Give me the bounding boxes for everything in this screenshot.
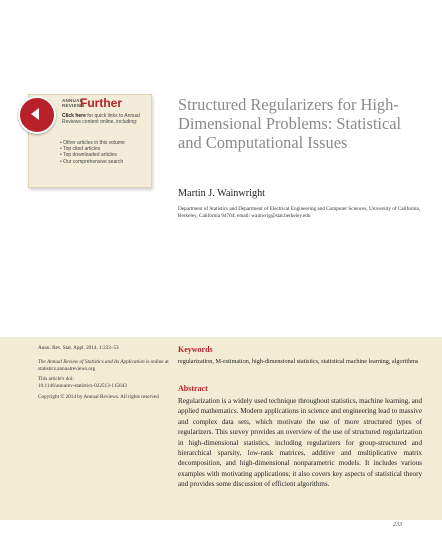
doi-block [38,376,170,390]
article-title: Structured Regularizers for High-Dimensional Problems: Statistical and Computational Issues [178,95,402,152]
author-affiliation: Department of Statistics and Department of Electrical Engineering and Computer Sciences, University of California, Berkeley, California 94704; email: wainwrig@stat.berkeley.edu [178,206,421,219]
abstract-text: Regularization is a widely used technique throughout statistics, machine learning, and applied mathematics. Modern applications in science and engineering lead to massive and complex data sets, which motivate the use of more structured types of regularizers. This survey provides an overview of the use of structured regularization in high-dimensional statistics, including regularizers for group-structured and hierarchical sparsity, low-rank matrices, additive and multiplicative matrix decomposition, and high-dimensional nonparametric models. It includes various examples with motivating applications; it also covers key aspects of statistical theory and provides some discussion of efficient algorithms. [178,397,422,489]
online-notice [38,359,170,373]
further-link-item[interactable]: • Top downloaded articles [60,152,125,158]
doi-value[interactable]: 10.1146/annurev-statistics-022513-115643 [38,383,127,390]
click-description: for quick links to Annual Reviews content online, including: [62,113,140,125]
left-arrow-icon[interactable] [18,96,56,134]
online-url-text[interactable]: is online at statistics.annualreviews.org [38,358,169,372]
further-link-item[interactable]: • Other articles in this volume [60,140,125,146]
annual-reviews-label: ANNUAL REVIEWS [62,98,85,108]
click-here-link[interactable]: Click here [62,113,86,119]
copyright-notice: Copyright © 2014 by Annual Reviews. All rights reserved [38,393,159,400]
article-author: Martin J. Wainwright [178,188,265,199]
article-info-column [38,345,170,405]
keywords-text: regularization, M-estimation, high-dimensional statistics, statistical machine learning, algorithms [178,358,419,365]
doi-label: This article's doi: [38,376,74,383]
journal-citation: Annu. Rev. Stat. Appl. 2014. 1:233–53 [38,345,119,351]
further-click-text[interactable] [62,113,147,125]
further-links-list [60,140,125,165]
journal-name: The Annual Review of Statistics and Its Application [38,358,145,365]
page-number: 233 [393,522,402,528]
keywords-heading: Keywords [178,345,213,354]
abstract-heading: Abstract [178,384,208,393]
further-title: Further [80,96,122,110]
further-link-item[interactable]: • Our comprehensive search [60,159,125,165]
further-link-item[interactable]: • Top cited articles [60,146,125,152]
